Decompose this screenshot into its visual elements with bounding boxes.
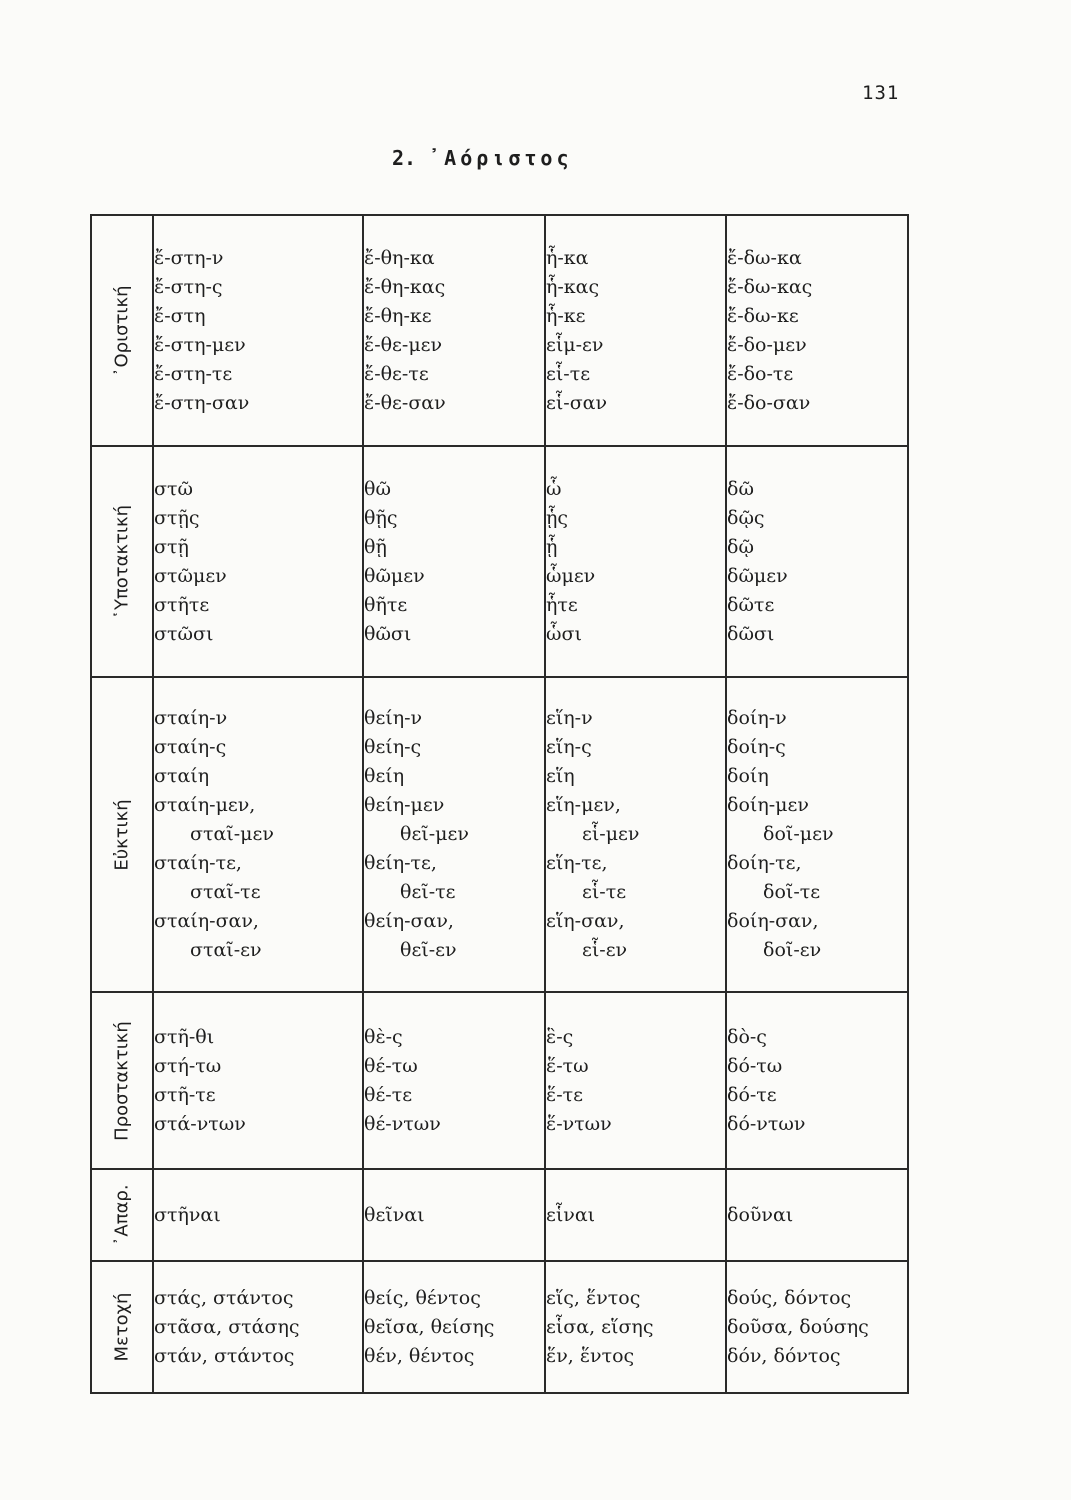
form-cell-histemi: [153, 1261, 363, 1393]
verb-form: στάν, στάντος: [154, 1344, 295, 1367]
verb-form: δό-τε: [727, 1083, 777, 1106]
verb-form: δό-τω: [727, 1054, 783, 1077]
verb-form: ὧ: [546, 477, 562, 500]
form-cell-histemi: [153, 992, 363, 1169]
verb-form: θείη-σαν,: [364, 910, 454, 932]
mood-label: ᾿Οριστική: [111, 284, 133, 377]
verb-form: στῶ: [154, 477, 193, 500]
verb-form: δῶμεν: [727, 564, 788, 587]
verb-form: δοίη-ς: [727, 736, 786, 758]
verb-form: εἵη-ν: [546, 707, 593, 729]
verb-form: θεῖ-εν: [400, 939, 457, 961]
verb-form: εἷ-τε: [582, 881, 627, 903]
verb-form: ἕν, ἕντος: [546, 1344, 635, 1367]
verb-form: ἕ-ντων: [546, 1112, 612, 1135]
verb-form: σταῖ-τε: [190, 881, 261, 903]
verb-form: ὧσι: [546, 622, 582, 645]
verb-form: στάς, στάντος: [154, 1286, 294, 1309]
verb-form: ἓ-ς: [546, 1025, 574, 1048]
verb-form: εἵη-τε,: [546, 852, 608, 874]
form-cell-histemi: [153, 677, 363, 992]
verb-form: ἔ-στη-σαν: [154, 391, 250, 414]
form-cell-didomi: [726, 677, 908, 992]
verb-form: δοίη-τε,: [727, 852, 802, 874]
table-row-optative: [91, 677, 908, 992]
verb-form: δόν, δόντος: [727, 1344, 841, 1367]
verb-form: ἔ-δω-κα: [727, 246, 802, 269]
verb-form: δῶ: [727, 477, 754, 500]
form-cell-tithemi: [363, 215, 545, 446]
verb-form: στῶμεν: [154, 564, 227, 587]
form-cell-tithemi: [363, 992, 545, 1169]
verb-form: εἷσα, εἵσης: [546, 1315, 654, 1338]
form-cell-histemi: [153, 215, 363, 446]
verb-form: στῶσι: [154, 622, 214, 645]
verb-form: ἔ-δω-κας: [727, 275, 813, 298]
conjugation-table-body: [91, 215, 908, 1393]
form-cell-tithemi: [363, 677, 545, 992]
verb-form: εἷναι: [546, 1203, 596, 1226]
verb-form: θῶσι: [364, 622, 412, 645]
verb-form: θείη-τε,: [364, 852, 437, 874]
verb-form: δῷ: [727, 535, 754, 558]
verb-form: θὲ-ς: [364, 1025, 403, 1048]
verb-form: σταίη: [154, 765, 210, 787]
form-cell-hiemi: [545, 992, 726, 1169]
conjugation-table: [90, 214, 909, 1394]
verb-form: θείη-μεν: [364, 794, 445, 816]
page-number: 131: [862, 82, 900, 104]
verb-form: δό-ντων: [727, 1112, 806, 1135]
verb-form: σταίη-ν: [154, 707, 228, 729]
verb-form: θεῖναι: [364, 1203, 425, 1226]
verb-form: ἔ-δο-τε: [727, 362, 794, 385]
verb-form: θείη-ς: [364, 736, 422, 758]
verb-form: εἵη-σαν,: [546, 910, 625, 932]
verb-form: ἔ-θη-κας: [364, 275, 446, 298]
table-row-indicative: [91, 215, 908, 446]
verb-form: στά-ντων: [154, 1112, 246, 1135]
mood-label: ᾿Απαρ.: [111, 1184, 133, 1246]
verb-form: σταῖ-εν: [190, 939, 262, 961]
verb-form: δοῦσα, δούσης: [727, 1315, 869, 1338]
verb-form: δοῦναι: [727, 1203, 794, 1226]
form-cell-tithemi: [363, 1169, 545, 1261]
verb-form: στῆ-θι: [154, 1025, 215, 1048]
form-cell-didomi: [726, 1261, 908, 1393]
verb-form: εἵη: [546, 765, 575, 787]
mood-label: ῾Υποτακτική: [111, 504, 133, 619]
verb-form: θῆτε: [364, 593, 408, 616]
verb-form: στῆναι: [154, 1203, 221, 1226]
verb-form: ἔ-δω-κε: [727, 304, 799, 327]
verb-form: θέν, θέντος: [364, 1344, 475, 1367]
verb-form: στᾶσα, στάσης: [154, 1315, 300, 1338]
verb-form: δούς, δόντος: [727, 1286, 852, 1309]
verb-form: θέ-ντων: [364, 1112, 441, 1135]
verb-form: ἔ-στη-τε: [154, 362, 233, 385]
title-prefix: 2.: [392, 146, 429, 170]
form-cell-histemi: [153, 1169, 363, 1261]
verb-form: θείη-ν: [364, 707, 423, 729]
mood-cell-imperative: [91, 992, 153, 1169]
verb-form: ἔ-θη-κε: [364, 304, 432, 327]
verb-form: εἷ-εν: [582, 939, 628, 961]
verb-form: ἕ-τω: [546, 1054, 589, 1077]
verb-form: εἵς, ἕντος: [546, 1286, 641, 1309]
form-cell-hiemi: [545, 677, 726, 992]
verb-form: ἔ-στη-ν: [154, 246, 224, 269]
form-cell-didomi: [726, 215, 908, 446]
form-cell-hiemi: [545, 446, 726, 677]
verb-form: ἔ-θε-τε: [364, 362, 429, 385]
table-row-participle: [91, 1261, 908, 1393]
verb-form: σταίη-σαν,: [154, 910, 259, 932]
verb-form: ᾗ: [546, 535, 558, 558]
verb-form: ἔ-δο-σαν: [727, 391, 811, 414]
table-row-subjunctive: [91, 446, 908, 677]
table-row-imperative: [91, 992, 908, 1169]
verb-form: εἷ-μεν: [582, 823, 640, 845]
verb-form: θῇ: [364, 535, 387, 558]
form-cell-histemi: [153, 446, 363, 677]
verb-form: στῆ-τε: [154, 1083, 216, 1106]
form-cell-didomi: [726, 992, 908, 1169]
mood-label: Προστακτική: [111, 1020, 133, 1141]
verb-form: δῶσι: [727, 622, 775, 645]
verb-form: ἔ-στη: [154, 304, 206, 327]
verb-form: ἔ-θη-κα: [364, 246, 435, 269]
verb-form: εἵη-ς: [546, 736, 592, 758]
verb-form: ἔ-δο-μεν: [727, 333, 807, 356]
table-row-infinitive: [91, 1169, 908, 1261]
verb-form: σταίη-ς: [154, 736, 227, 758]
verb-form: δοῖ-εν: [763, 939, 822, 961]
verb-form: σταῖ-μεν: [190, 823, 274, 845]
verb-form: δοίη-σαν,: [727, 910, 819, 932]
verb-form: δοίη-μεν: [727, 794, 809, 816]
verb-form: θῶ: [364, 477, 391, 500]
verb-form: θέ-τω: [364, 1054, 418, 1077]
verb-form: θῶμεν: [364, 564, 425, 587]
verb-form: δοίη-ν: [727, 707, 787, 729]
verb-form: δῶτε: [727, 593, 775, 616]
mood-cell-participle: [91, 1261, 153, 1393]
verb-form: θῇς: [364, 506, 398, 529]
verb-form: ἔ-στη-μεν: [154, 333, 246, 356]
verb-form: εἷ-τε: [546, 362, 591, 385]
verb-form: ἕ-τε: [546, 1083, 583, 1106]
mood-cell-subjunctive: [91, 446, 153, 677]
form-cell-hiemi: [545, 215, 726, 446]
mood-cell-indicative: [91, 215, 153, 446]
verb-form: ἔ-στη-ς: [154, 275, 223, 298]
verb-form: στῇς: [154, 506, 200, 529]
form-cell-didomi: [726, 446, 908, 677]
verb-form: θέ-τε: [364, 1083, 413, 1106]
mood-label: Μετοχή: [111, 1292, 133, 1362]
verb-form: σταίη-μεν,: [154, 794, 256, 816]
verb-form: ἧτε: [546, 593, 578, 616]
form-cell-tithemi: [363, 1261, 545, 1393]
verb-form: ᾗς: [546, 506, 569, 529]
verb-form: ἔ-θε-σαν: [364, 391, 446, 414]
verb-form: δοῖ-μεν: [763, 823, 834, 845]
mood-cell-infinitive: [91, 1169, 153, 1261]
verb-form: δοῖ-τε: [763, 881, 821, 903]
verb-form: θείς, θέντος: [364, 1286, 481, 1309]
verb-form: εἷ-σαν: [546, 391, 608, 414]
verb-form: στή-τω: [154, 1054, 222, 1077]
verb-form: θεῖσα, θείσης: [364, 1315, 495, 1338]
verb-form: στῇ: [154, 535, 189, 558]
mood-cell-optative: [91, 677, 153, 992]
form-cell-hiemi: [545, 1261, 726, 1393]
page-title: [392, 146, 573, 170]
verb-form: εἵη-μεν,: [546, 794, 621, 816]
verb-form: δοίη: [727, 765, 769, 787]
verb-form: σταίη-τε,: [154, 852, 242, 874]
verb-form: δῷς: [727, 506, 765, 529]
verb-form: ἔ-θε-μεν: [364, 333, 443, 356]
form-cell-tithemi: [363, 446, 545, 677]
verb-form: ἧ-κε: [546, 304, 586, 327]
verb-form: δὸ-ς: [727, 1025, 767, 1048]
form-cell-hiemi: [545, 1169, 726, 1261]
verb-form: εἷμ-εν: [546, 333, 604, 356]
verb-form: ἧ-κα: [546, 246, 589, 269]
title-text: ᾿Αόριστος: [428, 146, 573, 170]
verb-form: θεῖ-μεν: [400, 823, 469, 845]
verb-form: θεῖ-τε: [400, 881, 456, 903]
verb-form: στῆτε: [154, 593, 210, 616]
mood-label: Εὐκτική: [111, 798, 133, 871]
verb-form: ἧ-κας: [546, 275, 600, 298]
form-cell-didomi: [726, 1169, 908, 1261]
verb-form: ὧμεν: [546, 564, 596, 587]
verb-form: θείη: [364, 765, 405, 787]
